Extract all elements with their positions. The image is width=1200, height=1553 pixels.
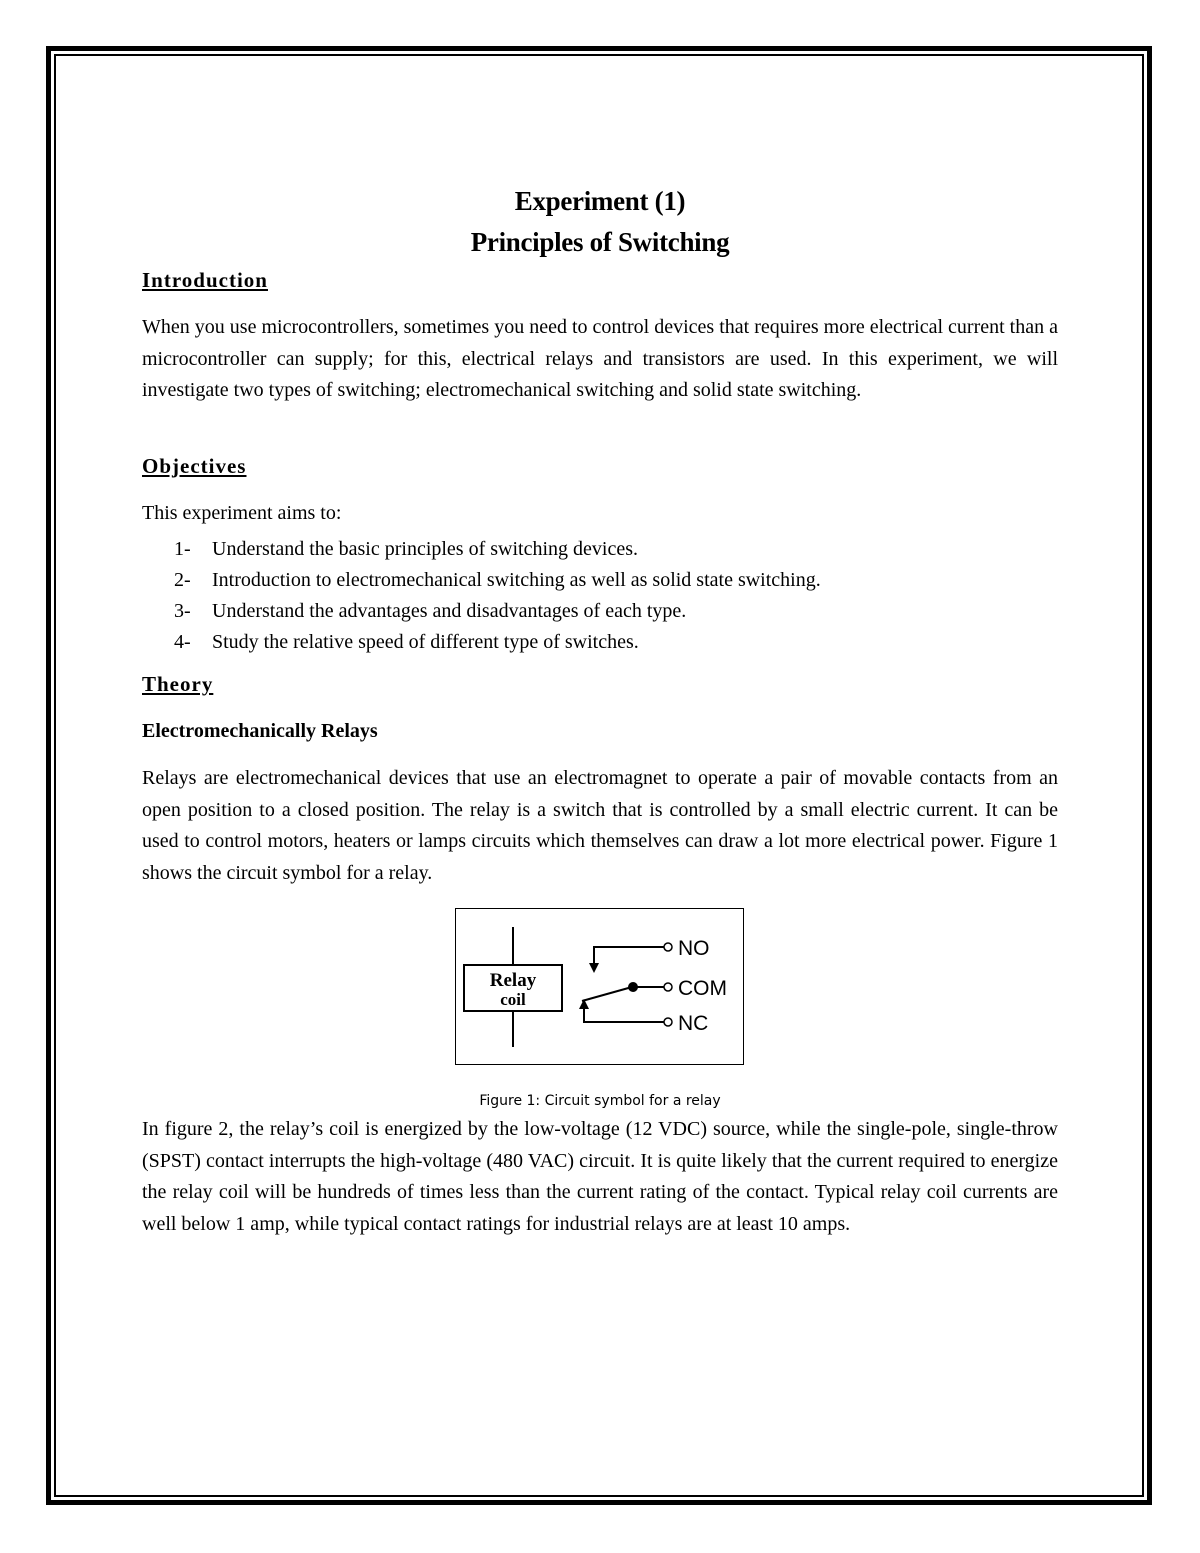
list-item	[142, 534, 821, 565]
introduction-heading: Introduction	[142, 268, 268, 292]
list-item-number: 4-	[174, 631, 191, 653]
list-item-number: 1-	[174, 538, 191, 560]
coil-label-relay: Relay	[489, 970, 537, 991]
theory-paragraph-1: Relays are electromechanical devices that use an electromagnet to operate a pair of movable contacts from an open position to a closed position. The relay is a switch that is controlled by a small electric current. It can be used to control motors, heaters or lamps circuits which themselves can draw a lot more electrical power. Figure 1 shows the circuit symbol for a relay.	[142, 767, 1058, 884]
objectives-lead: This experiment aims to:	[142, 502, 342, 524]
switch-arm	[582, 987, 632, 1001]
objectives-list	[142, 534, 821, 658]
theory-heading: Theory	[142, 672, 214, 696]
no-contact-line	[594, 947, 664, 971]
list-item-text: Understand the basic principles of switching devices.	[212, 538, 638, 560]
relay-symbol-figure	[455, 908, 744, 1065]
list-item-text: Understand the advantages and disadvantages of each type.	[212, 600, 687, 622]
introduction-text: When you use microcontrollers, sometimes you need to control devices that requires more electrical current than a microcontroller can supply; for this, electrical relays and transistors are used. In this experiment, we will investigate two types of switching; electromechanical switching and solid state switching.	[142, 316, 1058, 401]
objectives-heading: Objectives	[142, 454, 247, 478]
terminal-com-label: COM	[678, 977, 727, 1000]
list-item-number: 3-	[174, 600, 191, 622]
terminal-nc-label: NC	[678, 1012, 709, 1035]
list-item-number: 2-	[174, 569, 191, 591]
experiment-subtitle: Principles of Switching	[470, 227, 730, 257]
list-item	[142, 565, 821, 596]
list-item-text: Study the relative speed of different type of switches.	[212, 631, 639, 653]
list-item	[142, 596, 821, 627]
nc-arrowhead	[579, 999, 589, 1009]
nc-terminal	[664, 1018, 672, 1026]
list-item	[142, 627, 821, 658]
relay-circuit-diagram	[456, 909, 745, 1066]
nc-contact-line	[584, 1006, 664, 1022]
terminal-no-label: NO	[678, 937, 710, 960]
theory-paragraph-2: In figure 2, the relay’s coil is energized by the low-voltage (12 VDC) source, while the single-pole, single-throw (SPST) contact interrupts the high-voltage (480 VAC) circuit. It is quite likely that the current required to energize the relay coil will be hundreds of times less than the current rating of the contact. Typical relay coil currents are well below 1 amp, while typical contact ratings for industrial relays are at least 10 amps.	[142, 1118, 1058, 1235]
relays-subheading: Electromechanically Relays	[142, 720, 378, 742]
list-item-text: Introduction to electromechanical switching as well as solid state switching.	[212, 569, 821, 591]
no-arrowhead	[589, 963, 599, 973]
com-terminal	[664, 983, 672, 991]
experiment-title: Experiment (1)	[514, 186, 686, 216]
figure-caption: Figure 1: Circuit symbol for a relay	[479, 1093, 721, 1109]
coil-label-coil: coil	[500, 990, 526, 1009]
no-terminal	[664, 943, 672, 951]
